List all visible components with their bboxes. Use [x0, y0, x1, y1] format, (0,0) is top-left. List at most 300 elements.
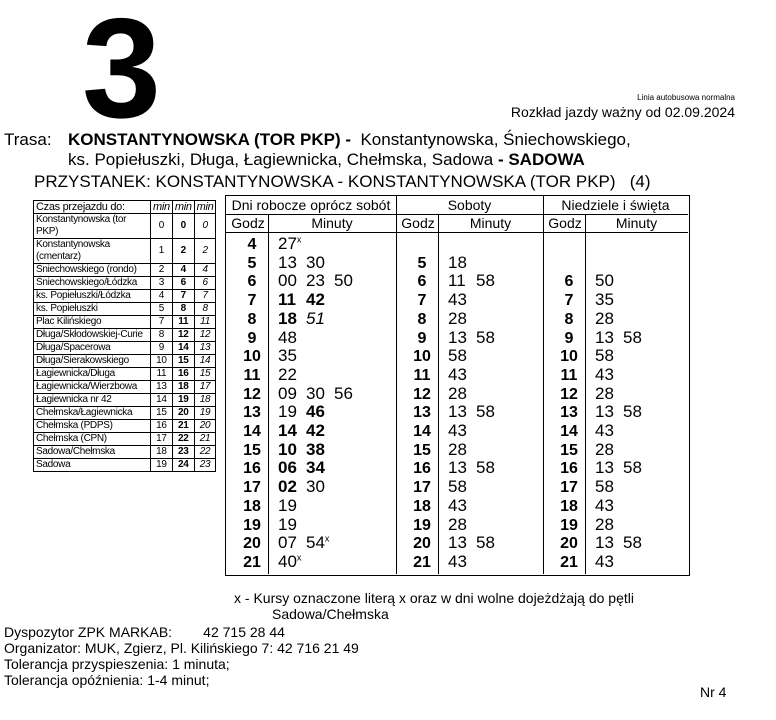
travel-row [34, 420, 216, 433]
minute-text: 43 [448, 421, 467, 440]
travel-row [34, 355, 216, 368]
minutes-cell [278, 365, 306, 385]
minutes-cell [278, 533, 334, 553]
minute-value [595, 271, 623, 291]
minutes-cell [595, 440, 623, 460]
travel-row [34, 329, 216, 342]
minute-value [448, 346, 476, 366]
minutes-cell [448, 271, 504, 291]
hour-cell: 18 [560, 497, 578, 515]
minutes-cell [448, 496, 476, 516]
minute-value [595, 346, 623, 366]
route-streets-1: Konstantynowska, Śniechowskiego, [360, 130, 631, 149]
validity-date: Rozkład jazdy ważny od 02.09.2024 [510, 104, 735, 120]
day-header: Niedziele i święta [561, 197, 670, 213]
hour-cell: 15 [560, 441, 578, 459]
minute-text: 18 [448, 252, 467, 272]
minute-text: 07 [278, 533, 297, 553]
travel-min-cell: 15 [151, 407, 173, 420]
minute-text: 58 [448, 346, 467, 366]
minute-text: 11 [448, 271, 466, 291]
minute-value [595, 290, 623, 310]
minute-text: 09 [278, 383, 297, 403]
travel-min-cell: 18 [172, 381, 194, 394]
stop-name-cell: ks. Popiełuszki/Łódzka [34, 290, 151, 303]
x-marker: x [324, 533, 330, 544]
route-end: - SADOWA [497, 150, 585, 169]
minutes-cell [448, 402, 504, 422]
minute-header: Minuty [469, 215, 512, 231]
minute-value [448, 402, 476, 422]
minute-value [448, 477, 476, 497]
minutes-cell [448, 309, 476, 329]
hour-cell: 11 [413, 366, 431, 384]
travel-row [34, 214, 216, 239]
minute-text: 43 [448, 495, 467, 515]
minute-text: 58 [595, 477, 614, 497]
minutes-cell [278, 458, 334, 478]
minute-text: 13 [595, 533, 614, 553]
minute-text: 28 [448, 514, 467, 534]
minutes-cell [595, 290, 623, 310]
minutes-cell [278, 253, 334, 273]
travel-row [34, 342, 216, 355]
minute-value [448, 253, 476, 273]
travel-min-cell: 6 [172, 277, 194, 290]
minute-value [623, 328, 651, 348]
minutes-cell [278, 440, 334, 460]
stop-name-cell: Sadowa/Chełmska [34, 446, 151, 459]
travel-min-cell: 8 [194, 303, 216, 316]
minute-text: 58 [448, 477, 467, 497]
travel-row [34, 368, 216, 381]
minute-value [306, 290, 334, 310]
minute-value [595, 458, 623, 478]
route-label: Trasa: [4, 130, 52, 149]
minute-text: 13 [595, 402, 614, 422]
minute-text: 13 [448, 533, 467, 553]
minute-value [278, 271, 306, 291]
tolerance-early: Tolerancja przyspieszenia: 1 minuta; [4, 656, 230, 672]
group-divider [396, 196, 397, 574]
x-marker: x [296, 234, 302, 245]
minute-text: 58 [476, 271, 495, 291]
hour-cell: 5 [247, 254, 257, 272]
minute-value [623, 458, 651, 478]
hour-cell: 20 [560, 535, 578, 553]
stop-name-cell: Łagiewnicka nr 42 [34, 394, 151, 407]
minutes-cell [448, 328, 504, 348]
minute-value [278, 440, 306, 460]
minute-value [476, 328, 504, 348]
minutes-cell [448, 290, 476, 310]
minute-text: 43 [448, 364, 467, 384]
stop-name-cell: Chełmska (PDPS) [34, 420, 151, 433]
stop-name-cell: Łagiewnicka/Wierzbowa [34, 381, 151, 394]
minute-text: 13 [278, 252, 297, 272]
hour-cell: 16 [560, 460, 578, 478]
minute-value [278, 533, 306, 553]
minutes-cell [278, 234, 306, 254]
minute-value [306, 402, 334, 422]
hour-cell: 21 [560, 553, 578, 571]
travel-row [34, 394, 216, 407]
minute-text: 35 [595, 290, 614, 310]
minutes-cell [278, 271, 362, 291]
hour-cell: 16 [243, 460, 261, 478]
travel-row [34, 407, 216, 420]
minute-value [448, 515, 476, 535]
minute-value [448, 309, 476, 329]
travel-min-cell: 14 [172, 342, 194, 355]
min-header: min [194, 201, 216, 214]
minute-value [334, 271, 362, 291]
minutes-cell [448, 346, 476, 366]
minute-text: 58 [476, 327, 495, 347]
minute-header: Minuty [615, 215, 658, 231]
minute-text: 43 [595, 551, 614, 571]
minute-value [278, 384, 306, 404]
minute-value [448, 458, 476, 478]
minute-value [595, 496, 623, 516]
travel-min-cell: 4 [151, 290, 173, 303]
minute-value [476, 533, 504, 553]
minutes-cell [278, 346, 306, 366]
minute-value [306, 309, 334, 329]
travel-min-cell: 2 [194, 239, 216, 264]
timetable [225, 195, 690, 576]
minute-text: 13 [595, 458, 614, 478]
minutes-cell [448, 421, 476, 441]
minute-text: 58 [623, 402, 642, 422]
hour-cell: 8 [247, 310, 257, 328]
minute-text: 58 [476, 402, 495, 422]
travel-min-cell: 18 [151, 446, 173, 459]
minute-value [595, 328, 623, 348]
travel-min-cell: 23 [194, 459, 216, 472]
hour-cell: 11 [243, 366, 261, 384]
minutes-cell [595, 309, 623, 329]
minutes-cell [278, 421, 334, 441]
hour-cell: 10 [560, 348, 578, 366]
travel-min-cell: 9 [151, 342, 173, 355]
stop-name-cell: Chełmska (CPN) [34, 433, 151, 446]
minute-text: 28 [448, 383, 467, 403]
hour-cell: 7 [247, 292, 257, 310]
minute-text: 00 [278, 271, 297, 291]
minute-text: 58 [623, 327, 642, 347]
travel-min-cell: 24 [172, 459, 194, 472]
minute-value [595, 309, 623, 329]
travel-min-cell: 12 [194, 329, 216, 342]
minute-text: 27 [278, 234, 297, 253]
hour-cell: 12 [560, 385, 578, 403]
minute-text: 58 [476, 458, 495, 478]
header-divider [226, 232, 688, 233]
minute-text: 19 [278, 514, 297, 534]
hour-cell: 14 [413, 423, 431, 440]
travel-row [34, 381, 216, 394]
hour-cell: 17 [243, 479, 261, 497]
hour-cell: 18 [243, 497, 261, 515]
hour-cell: 7 [417, 292, 427, 310]
hour-cell: 20 [413, 535, 431, 553]
minute-value [278, 309, 306, 329]
minute-text: 28 [595, 383, 614, 403]
hour-cell: 13 [243, 404, 261, 422]
minute-value [278, 496, 306, 516]
minute-text: 19 [278, 402, 297, 422]
minute-value [595, 477, 623, 497]
minute-text: 28 [595, 308, 614, 328]
minute-text: 35 [278, 346, 297, 366]
travel-min-cell: 18 [194, 394, 216, 407]
min-header: min [151, 201, 173, 214]
minute-value [334, 384, 362, 404]
travel-min-cell: 19 [172, 394, 194, 407]
minutes-cell [448, 365, 476, 385]
minute-text: 58 [623, 533, 642, 553]
minutes-cell [595, 515, 623, 535]
minute-value [448, 384, 476, 404]
hour-header: Godz [401, 215, 435, 231]
travel-min-cell: 1 [151, 239, 173, 264]
minute-text: 28 [448, 439, 467, 459]
travel-min-cell: 19 [151, 459, 173, 472]
hour-cell: 11 [560, 366, 578, 384]
minute-text: 42 [306, 421, 325, 440]
minute-value [306, 458, 334, 478]
organizer-contact: Organizator: MUK, Zgierz, Pl. Kilińskiego 7: 42 716 21 49 [4, 640, 359, 656]
route-start: KONSTANTYNOWSKA (TOR PKP) - [68, 130, 352, 149]
stop-name-cell: Śniechowskiego (rondo) [34, 264, 151, 277]
minute-value [448, 328, 476, 348]
travel-min-cell: 22 [194, 446, 216, 459]
minute-value [306, 421, 334, 441]
travel-min-cell: 20 [172, 407, 194, 420]
hour-cell: 13 [560, 404, 578, 422]
footer-info [4, 624, 359, 688]
minute-text: 30 [306, 477, 325, 497]
minute-value [278, 365, 306, 385]
travel-row [34, 303, 216, 316]
minute-text: 19 [278, 495, 297, 515]
minute-value [306, 477, 334, 497]
minute-text: 28 [595, 439, 614, 459]
minute-value [623, 533, 651, 553]
route [4, 130, 631, 170]
minute-value [278, 421, 306, 441]
hour-cell: 10 [243, 348, 261, 366]
travel-min-cell: 0 [194, 214, 216, 239]
group-divider [543, 196, 544, 574]
travel-min-cell: 7 [151, 316, 173, 329]
minutes-cell [595, 402, 651, 422]
minutes-cell [595, 496, 623, 516]
hour-cell: 13 [413, 404, 431, 422]
minutes-cell [595, 552, 623, 572]
minute-value [595, 384, 623, 404]
minutes-cell [448, 552, 476, 572]
travel-min-cell: 5 [151, 303, 173, 316]
stop-name-cell: Konstantynowska (tor PKP) [34, 214, 151, 239]
minute-value [476, 458, 504, 478]
minute-text: 06 [278, 458, 297, 478]
minutes-cell [595, 271, 623, 291]
minute-value [476, 271, 504, 291]
minute-value [278, 346, 306, 366]
minute-value [595, 515, 623, 535]
minute-value [278, 402, 306, 422]
minute-text: 10 [278, 439, 297, 459]
minute-value [278, 328, 306, 348]
travel-row [34, 264, 216, 277]
hour-cell: 21 [413, 553, 431, 571]
minute-text: 18 [278, 308, 297, 328]
minutes-cell [448, 253, 476, 273]
travel-min-cell: 11 [172, 316, 194, 329]
minute-value [278, 552, 306, 572]
minutes-cell [448, 477, 476, 497]
hour-cell: 5 [417, 254, 427, 272]
hour-cell: 15 [243, 441, 261, 459]
minute-value [278, 234, 306, 254]
minutes-cell [278, 384, 362, 404]
route-streets-2: ks. Popiełuszki, Długa, Łagiewnicka, Chełmska, Sadowa [68, 150, 494, 169]
travel-row [34, 290, 216, 303]
travel-min-cell: 3 [151, 277, 173, 290]
stop-name-cell: Łagiewnicka/Długa [34, 368, 151, 381]
minute-text: 13 [448, 402, 467, 422]
travel-min-cell: 17 [151, 433, 173, 446]
dispatcher-contact: Dyspozytor ZPK MARKAB: 42 715 28 44 [4, 624, 285, 640]
minute-header: Minuty [311, 215, 353, 231]
stop-name-cell: Śniechowskiego/Łódzka [34, 277, 151, 290]
hour-cell: 7 [564, 292, 574, 310]
stop-name-cell: Sadowa [34, 459, 151, 472]
minute-text: 22 [278, 364, 297, 384]
minutes-cell [448, 515, 476, 535]
line-type: Linia autobusowa normalna [637, 93, 735, 102]
footnote [234, 590, 634, 622]
minutes-cell [278, 290, 334, 310]
minute-text: 43 [448, 551, 467, 571]
travel-min-cell: 6 [194, 277, 216, 290]
minute-value [278, 477, 306, 497]
minute-text: 54 [306, 533, 325, 553]
minute-text: 40 [278, 551, 297, 571]
hour-cell: 9 [247, 329, 257, 347]
minute-value [448, 533, 476, 553]
minute-value [448, 365, 476, 385]
travel-row [34, 316, 216, 329]
minute-value [448, 440, 476, 460]
minute-value [278, 253, 306, 273]
hour-cell: 6 [564, 273, 574, 291]
minute-value [595, 533, 623, 553]
minutes-cell [595, 533, 651, 553]
travel-row [34, 277, 216, 290]
travel-row [34, 446, 216, 459]
travel-min-cell: 2 [151, 264, 173, 277]
minute-text: 13 [448, 458, 467, 478]
footnote-line-2: Sadowa/Chełmska [272, 606, 389, 622]
hour-cell: 9 [417, 329, 427, 347]
hour-header: Godz [231, 215, 265, 231]
minutes-cell [448, 533, 504, 553]
minutes-cell [595, 346, 623, 366]
travel-times-header: Czas przejazdu do: [34, 201, 151, 214]
travel-min-cell: 20 [194, 420, 216, 433]
travel-min-cell: 16 [172, 368, 194, 381]
travel-min-cell: 8 [151, 329, 173, 342]
minutes-cell [278, 515, 306, 535]
minute-text: 56 [334, 383, 353, 403]
travel-min-cell: 11 [194, 316, 216, 329]
minute-value [476, 402, 504, 422]
minute-text: 14 [278, 421, 297, 440]
travel-row [34, 239, 216, 264]
min-header: min [172, 201, 194, 214]
travel-min-cell: 21 [172, 420, 194, 433]
travel-min-cell: 15 [194, 368, 216, 381]
travel-times-table [33, 200, 216, 472]
minute-text: 43 [595, 421, 614, 440]
hour-header: Godz [548, 215, 582, 231]
minutes-cell [278, 477, 334, 497]
hour-cell: 17 [413, 479, 431, 497]
travel-min-cell: 8 [172, 303, 194, 316]
hour-cell: 19 [413, 516, 431, 534]
x-marker: x [296, 552, 302, 563]
minutes-cell [278, 552, 306, 572]
travel-min-cell: 12 [172, 329, 194, 342]
minute-text: 42 [306, 290, 325, 310]
hour-cell: 6 [417, 273, 427, 291]
travel-min-cell: 4 [172, 264, 194, 277]
hour-cell: 20 [243, 535, 261, 553]
minute-text: 11 [278, 290, 296, 310]
minute-value [595, 552, 623, 572]
stop-name-cell: ks. Popiełuszki [34, 303, 151, 316]
minutes-cell [278, 309, 334, 329]
minute-text: 58 [476, 533, 495, 553]
minute-text: 51 [306, 308, 325, 328]
stop-name: PRZYSTANEK: KONSTANTYNOWSKA - KONSTANTYNOWSKA (TOR PKP) (4) [34, 172, 651, 191]
page-number: Nr 4 [700, 684, 727, 700]
minute-text: 50 [334, 271, 353, 291]
hour-cell: 4 [247, 236, 257, 253]
minute-text: 48 [278, 327, 297, 347]
minutes-cell [595, 384, 623, 404]
minute-value [595, 365, 623, 385]
hour-cell: 19 [243, 516, 261, 534]
minute-value [278, 290, 306, 310]
minute-value [278, 515, 306, 535]
stop-name-cell: Chełmska/Łagiewnicka [34, 407, 151, 420]
minute-value [595, 402, 623, 422]
tolerance-late: Tolerancja opóźnienia: 1-4 minut; [4, 672, 210, 688]
stop-name-cell: Długa/Spacerowa [34, 342, 151, 355]
minutes-cell [595, 477, 623, 497]
stop-name-cell: Długa/Skłodowskiej-Curie [34, 329, 151, 342]
hour-cell: 10 [413, 348, 431, 366]
minute-text: 30 [306, 252, 325, 272]
line-number: 3 [82, 0, 159, 148]
minutes-cell [278, 496, 306, 516]
minute-text: 46 [306, 402, 325, 422]
hour-cell: 12 [413, 385, 431, 403]
